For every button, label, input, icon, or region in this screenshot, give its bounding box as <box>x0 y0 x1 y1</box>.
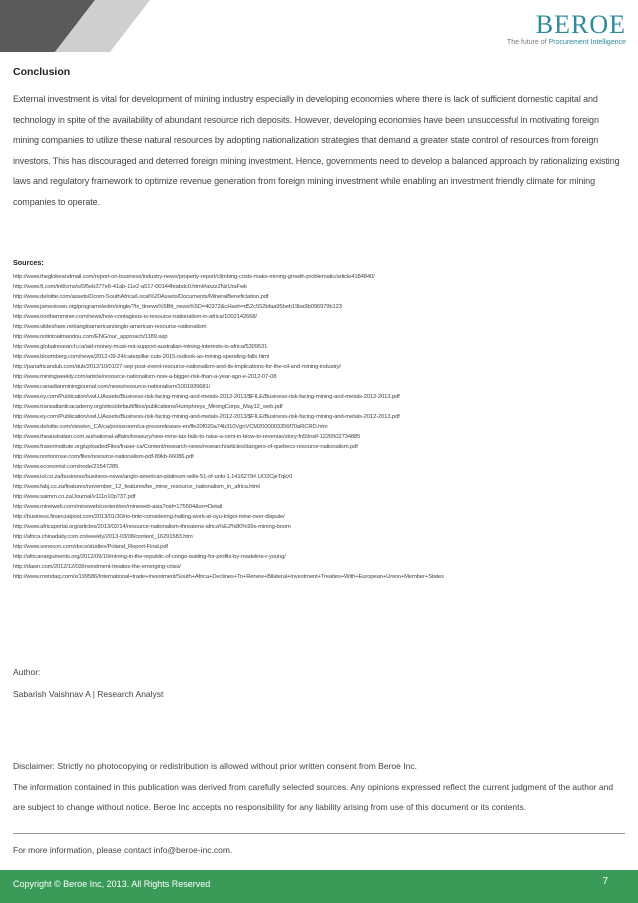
source-link[interactable]: http://www.saimm.co.za/Journal/v111n10p737.pdf <box>13 494 136 500</box>
source-link[interactable]: http://www.northernminer.com/news/how-contagious-is-resource-nationalism-in-africa/1002142668/ <box>13 314 257 320</box>
source-link[interactable]: http://www.mondaq.com/x/199586/International+trade+investment/South+Africa+Declines+To+Renew+Bilateral+Investment+Treaties+With+European+Union+Member+States <box>13 574 444 580</box>
conclusion-section <box>13 66 625 212</box>
brand-name: BEROE <box>535 10 626 39</box>
contact-info: For more information, please contact info@beroe-inc.com. <box>13 845 233 855</box>
sources-title: Sources: <box>13 258 44 267</box>
source-link[interactable]: http://www.ft.com/intl/cms/s/0/5eb377e6-41ab-11e2-a517-00144feabdc0.html#axzz2NzUraFwk <box>13 284 247 290</box>
author-section <box>13 667 625 711</box>
source-link[interactable]: http://www.ey.com/Publication/vwLUAssets/Business-risk-facing-mining-and-metals-2012-2013/$FILE/Business-risk-facing-mining-and-metals-2012-2013.pdf <box>13 414 400 420</box>
brand-tagline-prefix: The future of <box>506 39 549 46</box>
source-link[interactable]: http://www.theaustralian.com.au/national-affairs/treasury/new-mine-tax-fails-to-raise-a-cent-in-blow-to-revenue/story-fn59nsif-1226502734885 <box>13 434 361 440</box>
source-link[interactable]: http://www.canadianminingjournal.com/news/resource-nationalism/1001939681/ <box>13 384 211 390</box>
source-link[interactable]: http://www.fabj.co.za/features/november_12_features/be_mine_resource_nationalism_in_africa.html <box>13 484 260 490</box>
brand-logo <box>507 12 626 46</box>
source-link[interactable]: http://www.fraserinstitute.org/uploadedFiles/fraser-ca/Content/research-news/research/articles/dangers-of-quebecs-resource-nationalism.pdf <box>13 444 358 450</box>
source-link[interactable]: http://africa.chinadaily.com.cn/weekly/2013-03/08/content_16291583.htm <box>13 534 193 540</box>
footer-bar <box>0 870 638 903</box>
source-link[interactable]: http://www.miningweekly.com/article/resource-nationalism-now-a-bigger-risk-than-a-year-ago-e-2012-07-08 <box>13 374 277 380</box>
divider <box>13 833 625 834</box>
page-number: 7 <box>602 876 608 887</box>
source-link[interactable]: http://www.iol.co.za/business/business-news/anglo-american-platinum-sells-51-of-unki-1.1416279#.UO2CjeTqkXI <box>13 474 293 480</box>
source-link[interactable]: http://business.financialpost.com/2013/01/30/rio-tinto-considering-halting-work-at-oyu-tolgoi-mine-over-dispute/ <box>13 514 285 520</box>
source-link[interactable]: http://dawn.com/2012/12/03/investment-treaties-the-emerging-crisis/ <box>13 564 181 570</box>
source-link[interactable]: http://www.riotintoalmandou.com/ENG/our_approach/1189.asp <box>13 334 168 340</box>
source-link[interactable]: http://panafricandub.com/dub/2012/10/01/27-sep-post-event-resource-nationalism-and-its-implications-for-the-oil-and-mining-industry/ <box>13 364 341 370</box>
conclusion-title: Conclusion <box>13 66 71 78</box>
disclaimer-line2: The information contained in this publication was derived from carefully selected sources. Any opinions expressed reflect the current judgment of the author and are subject to change without notice. Beroe Inc accepts no responsibility for any liability arising from use of this document or its contents. <box>13 781 614 812</box>
author-name: Sabarish Vaishnav A | Research Analyst <box>13 689 164 699</box>
brand-tagline <box>507 39 626 46</box>
source-link[interactable]: http://www.economist.com/node/21547285 <box>13 464 119 470</box>
source-link[interactable]: http://www.ey.com/Publication/vwLUAssets/Business-risk-facing-mining-and-metals-2012-2013/$FILE/Business-risk-facing-mining-and-metals-2012-2013.pdf <box>13 394 400 400</box>
source-link[interactable]: http://www.jamestown.org/programs/edm/single/?tx_ttnews%5Btt_news%5D=40372&cHash=d52c552bfaa95beb19ba9b096979b123 <box>13 304 342 310</box>
brand-tagline-accent: Procurement Intelligence <box>548 39 626 46</box>
source-link[interactable]: http://www.transatlanticacademy.org/sites/default/files/publications/Humphreys_MiningCorps_May12_web.pdf <box>13 404 283 410</box>
disclaimer-section <box>13 756 625 818</box>
source-link[interactable]: http://www.mineweb.com/mineweb/content/en/mineweb-asia?oid=175504&sn=Detail <box>13 504 223 510</box>
source-link[interactable]: http://www.bloomberg.com/news/2012-09-24/caterpillar-cuts-2015-outlook-as-mining-spending-falls.html <box>13 354 270 360</box>
source-link[interactable]: http://www.africaportal.org/articles/2013/02/14/resource-nationalism-threatens-africa%E2%80%99s-mining-boom <box>13 524 291 530</box>
source-link[interactable]: http://www.slideshare.net/angloamerican/anglo-american-resource-nationalism <box>13 324 207 330</box>
conclusion-body: External investment is vital for development of mining industry especially in developing economies where there is lack of sufficient domestic capital and technology in spite of the availability of abundant resource rich deposits. However, developing economies have been unsuccessful in motivating foreign mining companies to utilize these natural resources by adopting nationalization strategies that demand a greater state control of resources from foreign investors. This has discouraged and deterred foreign mining investment. Hence, governments need to develop a balanced approach by rationalizing existing laws and regulatory framework to optimize revenue generation from foreign mining investment while enabling an investment friendly climate for mining companies to operate. <box>13 94 620 207</box>
sources-section <box>13 258 625 582</box>
source-link[interactable]: http://www.globalresearch.ca/aid-money-must-not-support-australian-mining-interests-in-africa/5309531 <box>13 344 268 350</box>
source-link[interactable]: http://www.sonecon.com/docs/studies/Poland_Report-Final.pdf <box>13 544 168 550</box>
footer-copyright: Copyright © Beroe Inc, 2013. All Rights Reserved <box>13 879 211 889</box>
source-link[interactable]: http://www.deloitte.com/assets/Dcom-SouthAfrica/Local%20Assets/Documents/MineralBeneficiation.pdf <box>13 294 269 300</box>
source-link[interactable]: http://www.deloitte.com/view/en_CA/ca/pressroom/ca-pressreleases-en/ffe20f020a74b310VgnVCM2000003356f70aRCRD.htm <box>13 424 328 430</box>
source-link[interactable]: http://www.nortonrose.com/files/resource-nationalism-pdf-89kb-66086.pdf <box>13 454 194 460</box>
sources-list <box>13 272 625 582</box>
source-link[interactable]: http://africanarguments.org/2012/09/10/mining-in-the-republic-of-congo-waiting-for-profits-by-madeline-r-young/ <box>13 554 286 560</box>
disclaimer-line1: Disclaimer: Strictly no photocopying or redistribution is allowed without prior written consent from Beroe Inc. <box>13 761 417 771</box>
author-label: Author: <box>13 667 41 677</box>
source-link[interactable]: http://www.theglobeandmail.com/report-on-business/industry-news/property-report/climbing-costs-make-mining-growth-problematic/article4184840/ <box>13 274 375 280</box>
